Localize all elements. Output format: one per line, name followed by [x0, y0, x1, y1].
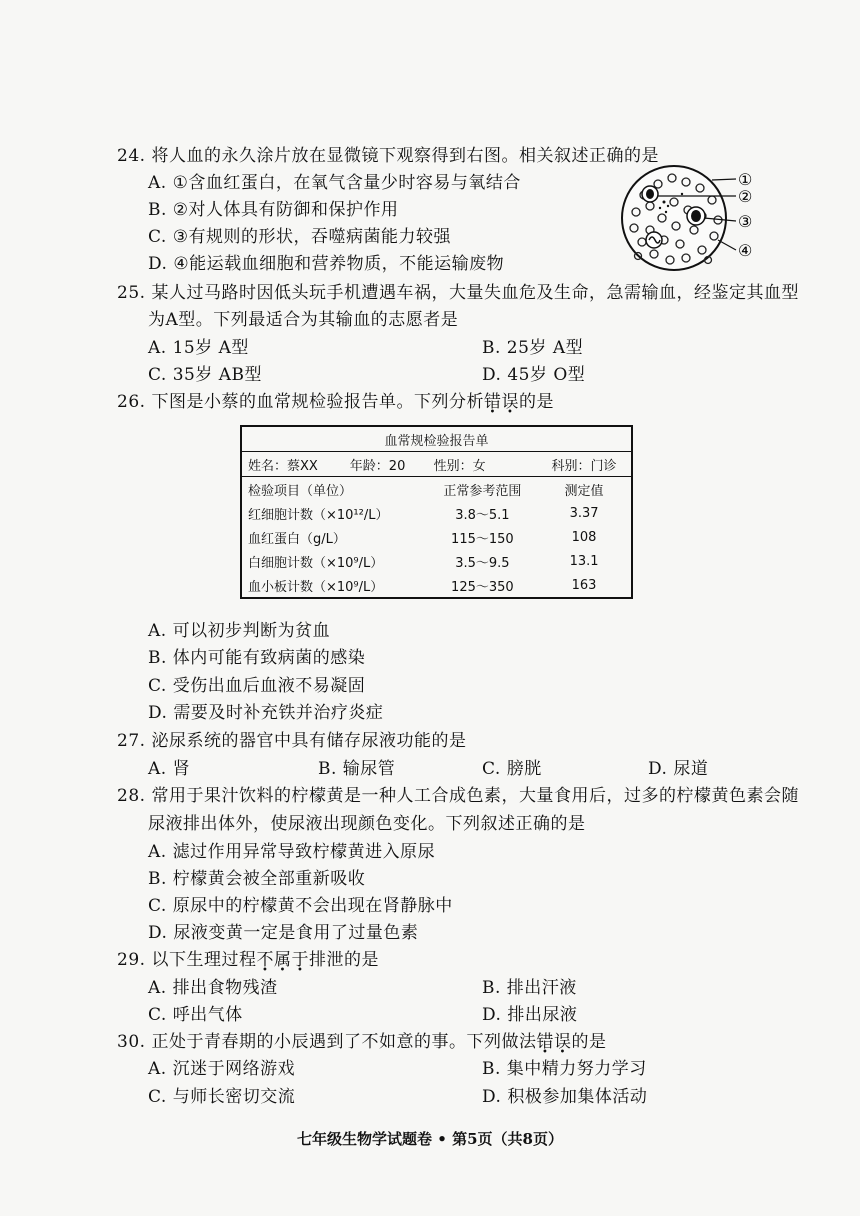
q24-option-a: A. ①含血红蛋白，在氧气含量少时容易与氧结合	[148, 173, 521, 193]
table-row	[241, 549, 632, 573]
q26-stem-part1: 26. 下图是小蔡的血常规检验报告单。下列分析	[117, 392, 484, 412]
q25-option-a: A. 15岁 A型	[148, 338, 249, 358]
header-value: 测定值	[564, 483, 604, 499]
emphasis-char: 不	[256, 950, 274, 970]
row-range: 125～350	[451, 579, 514, 595]
q27-option-b: B. 输尿管	[318, 759, 396, 779]
q26-option-a: A. 可以初步判断为贫血	[148, 621, 331, 641]
patient-dept: 科别：门诊	[537, 452, 632, 477]
q28-stem-line2: 尿液排出体外，使尿液出现颜色变化。下列叙述正确的是	[148, 814, 586, 834]
q29-option-a: A. 排出食物残渣	[148, 978, 278, 998]
emphasis-char: 属	[273, 950, 292, 970]
patient-age: 年龄：20	[344, 452, 428, 477]
q28-option-a: A. 滤过作用异常导致柠檬黄进入原尿	[148, 842, 436, 862]
q30-option-b: B. 集中精力努力学习	[482, 1059, 647, 1079]
header-item: 检验项目（单位）	[248, 483, 353, 499]
q26-stem	[117, 391, 554, 413]
q26-stem-part2: 的是	[518, 392, 554, 412]
q24-option-d: D. ④能运载血细胞和营养物质，不能运输废物	[148, 254, 505, 274]
emphasis-char: 误	[553, 1032, 572, 1052]
label-3: ③	[738, 212, 753, 231]
q24-stem: 24. 将人血的永久涂片放在显微镜下观察得到右图。相关叙述正确的是	[117, 146, 659, 166]
row-value: 3.37	[569, 505, 599, 521]
white-blood-cell-3	[687, 207, 705, 225]
q29-stem-part2: 排泄的是	[308, 950, 379, 970]
row-range: 3.8～5.1	[455, 507, 510, 523]
q25-option-c: C. 35岁 AB型	[148, 365, 263, 385]
row-value: 163	[571, 577, 597, 593]
report-title: 血常规检验报告单	[241, 426, 632, 452]
table-row	[241, 501, 632, 525]
emphasis-char: 误	[501, 392, 519, 412]
q26-option-b: B. 体内可能有致病菌的感染	[148, 648, 366, 668]
q28-option-b: B. 柠檬黄会被全部重新吸收	[148, 869, 366, 889]
q25-stem-line2: 为A型。下列最适合为其输血的志愿者是	[148, 310, 459, 330]
q29-stem	[117, 949, 379, 971]
row-range: 115～150	[451, 531, 514, 547]
q24-option-b: B. ②对人体具有防御和保护作用	[148, 200, 399, 220]
q26-option-d: D. 需要及时补充铁并治疗炎症	[148, 703, 384, 723]
row-value: 13.1	[569, 553, 599, 569]
row-item: 白细胞计数（×10⁹/L）	[248, 555, 384, 571]
q25-option-d: D. 45岁 O型	[482, 365, 586, 385]
label-4: ④	[738, 241, 753, 260]
row-item: 血小板计数（×10⁹/L）	[248, 579, 384, 595]
label-1: ①	[738, 170, 753, 189]
q30-option-a: A. 沉迷于网络游戏	[148, 1059, 296, 1079]
patient-sex: 性别：女	[428, 452, 537, 477]
row-item: 红细胞计数（×10¹²/L）	[248, 507, 389, 523]
row-item: 血红蛋白（g/L）	[248, 531, 346, 547]
patient-name: 姓名：蔡XX	[241, 452, 344, 477]
q29-option-d: D. 排出尿液	[482, 1005, 578, 1025]
q28-option-c: C. 原尿中的柠檬黄不会出现在肾静脉中	[148, 896, 453, 916]
row-range: 3.5～9.5	[455, 555, 510, 571]
q30-stem-part2: 的是	[571, 1032, 607, 1052]
q30-stem-part1: 30. 正处于青春期的小辰遇到了不如意的事。下列做法	[117, 1032, 537, 1052]
q28-option-d: D. 尿液变黄一定是食用了过量色素	[148, 923, 419, 943]
table-row	[241, 573, 632, 598]
q29-stem-part1: 29. 以下生理过程	[117, 950, 257, 970]
q30-option-d: D. 积极参加集体活动	[482, 1087, 648, 1107]
label-2: ②	[738, 187, 753, 206]
table-row	[241, 525, 632, 549]
emphasis-char: 错	[536, 1032, 554, 1052]
q28-stem-line1: 28. 常用于果汁饮料的柠檬黄是一种人工合成色素，大量食用后，过多的柠檬黄色素会随	[117, 786, 799, 806]
q29-option-c: C. 呼出气体	[148, 1005, 243, 1025]
q30-stem	[117, 1031, 606, 1053]
q29-option-b: B. 排出汗液	[482, 978, 577, 998]
q25-option-b: B. 25岁 A型	[482, 338, 584, 358]
q27-stem: 27. 泌尿系统的器官中具有储存尿液功能的是	[117, 731, 467, 751]
emphasis-char: 于	[291, 950, 309, 970]
q25-stem-line1: 25. 某人过马路时因低头玩手机遭遇车祸，大量失血危及生命，急需输血，经鉴定其血型	[117, 283, 799, 303]
row-value: 108	[571, 529, 597, 545]
q27-option-c: C. 膀胱	[482, 759, 542, 779]
header-range: 正常参考范围	[443, 483, 522, 499]
white-blood-cell-4	[646, 232, 662, 248]
blood-smear-diagram	[614, 160, 860, 280]
q30-option-c: C. 与师长密切交流	[148, 1087, 296, 1107]
page-footer: 七年级生物学试题卷 • 第5页（共8页）	[297, 1130, 563, 1148]
q26-option-c: C. 受伤出血后血液不易凝固	[148, 676, 366, 696]
white-blood-cell-2	[642, 186, 658, 202]
q27-option-d: D. 尿道	[648, 759, 709, 779]
q27-option-a: A. 肾	[148, 759, 191, 779]
emphasis-char: 错	[483, 392, 502, 412]
blood-test-report	[240, 425, 633, 599]
q24-option-c: C. ③有规则的形状，吞噬病菌能力较强	[148, 227, 451, 247]
